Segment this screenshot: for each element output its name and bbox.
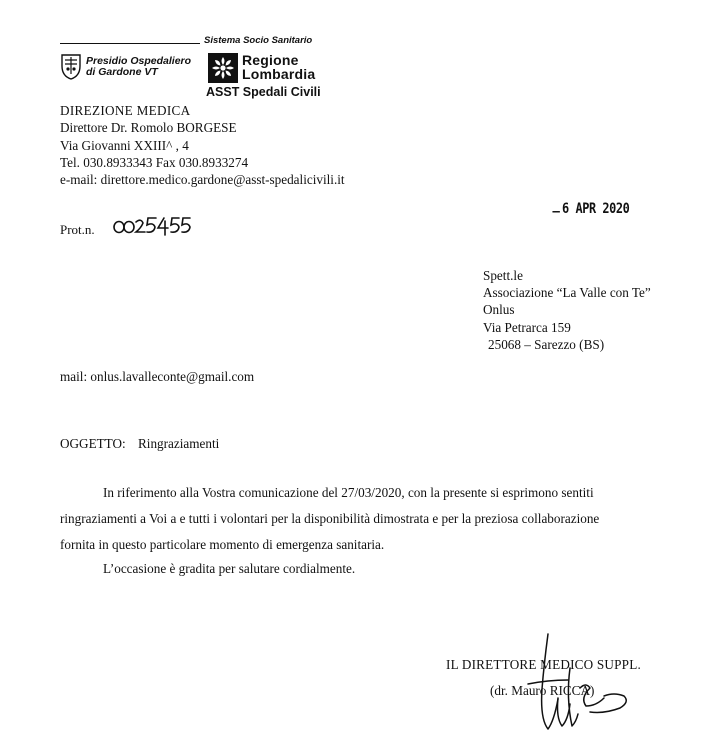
recipient-name: Associazione “La Valle con Te” [483, 285, 651, 300]
hospital-name-line2: di Gardone VT [86, 66, 158, 78]
body-line-4: L’occasione è gradita per salutare cordialmente. [103, 561, 356, 576]
hospital-crest-icon [60, 52, 82, 80]
body-line-1: In riferimento alla Vostra comunicazione del 27/03/2020, con la presente si esprimono sentiti [103, 485, 594, 500]
body-line-2: ringraziamenti a Voi a e tutti i volontari per la disponibilità dimostrata e per la preziosa collaborazione [60, 511, 600, 526]
recipient-salutation: Spett.le [483, 268, 523, 283]
signature-name: (dr. Mauro RICCA) [490, 683, 595, 698]
system-label: Sistema Socio Sanitario [204, 35, 313, 46]
subject-label: OGGETTO: [60, 436, 126, 451]
sender-address: Via Giovanni XXIII^ , 4 [60, 138, 189, 153]
recipient-email: mail: onlus.lavalleconte@gmail.com [60, 369, 255, 384]
recipient-city: 25068 – Sarezzo (BS) [488, 337, 605, 352]
subject-value: Ringraziamenti [138, 436, 220, 451]
sender-department: DIREZIONE MEDICA [60, 103, 191, 118]
protocol-label: Prot.n. [60, 222, 95, 237]
protocol-number-handwritten [112, 212, 192, 236]
signature-title: IL DIRETTORE MEDICO SUPPL. [446, 657, 641, 672]
date-stamp: 6 APR 2020 [562, 201, 630, 217]
date-stamp-dash: – [552, 203, 561, 220]
recipient-type: Onlus [483, 302, 515, 317]
sender-email: e-mail: direttore.medico.gardone@asst-spedalicivili.it [60, 172, 345, 187]
recipient-street: Via Petrarca 159 [483, 320, 571, 335]
region-name-line2: Lombardia [242, 66, 316, 82]
hospital-name-line1: Presidio Ospedaliero [86, 55, 192, 67]
sender-director: Direttore Dr. Romolo BORGESE [60, 120, 237, 135]
regione-lombardia-logo-icon [208, 53, 238, 83]
sender-phone: Tel. 030.8933343 Fax 030.8933274 [60, 155, 249, 170]
header-rule [60, 43, 200, 44]
region-name-line1: Regione [242, 52, 299, 68]
handwritten-signature [508, 628, 638, 738]
body-line-3: fornita in questo particolare momento di emergenza sanitaria. [60, 537, 385, 552]
asst-name: ASST Spedali Civili [206, 85, 321, 99]
